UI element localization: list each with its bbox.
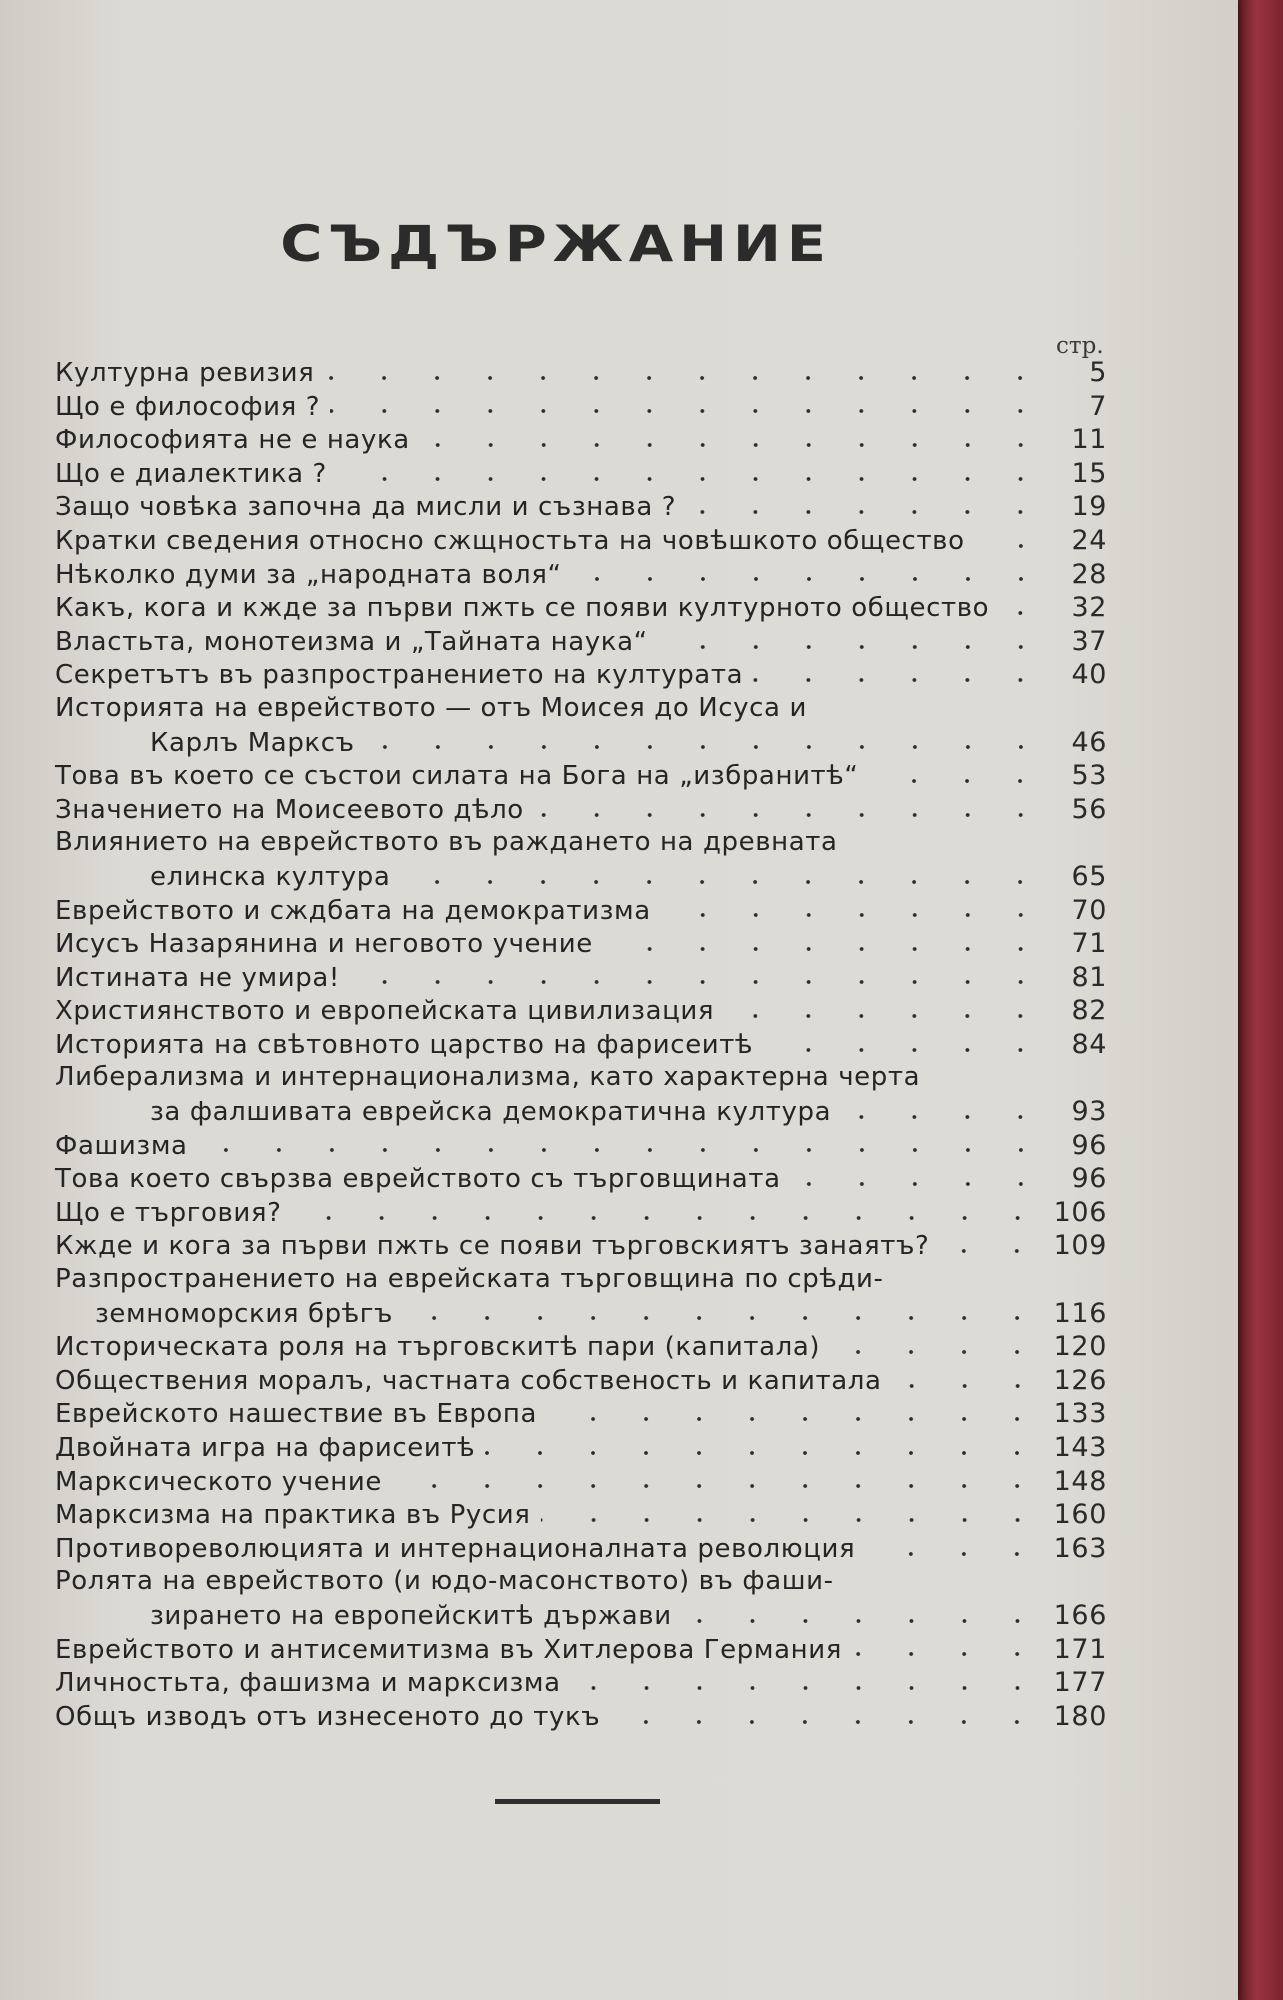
dot-leader: [400, 880, 1047, 884]
toc-entry-title: зирането на европейскитѣ държави: [150, 1600, 672, 1631]
toc-entry-title: земноморския брѣгъ: [95, 1298, 394, 1329]
toc-entry: [55, 1465, 1107, 1499]
toc-entry: [55, 591, 1107, 625]
toc-entry-title: Еврейството и сждбата на демократизма: [55, 895, 651, 926]
toc-page-number: 46: [1071, 726, 1107, 758]
toc-entry: [55, 1263, 1107, 1297]
dot-leader: [975, 544, 1047, 548]
toc-page-number: 96: [1071, 1163, 1107, 1195]
toc-entry-title: Кжде и кога за първи пжть се появи търговскиятъ занаятъ?: [55, 1231, 930, 1262]
toc-entry: [55, 558, 1107, 592]
toc-entry-title: елинска култура: [150, 861, 391, 892]
toc-page-number: 5: [1089, 357, 1107, 388]
toc-entry: [55, 860, 1107, 894]
toc-entry: [55, 1431, 1107, 1465]
toc-entry-title: Християнството и европейската цивилизация: [55, 996, 715, 1027]
toc-entry: [55, 1532, 1107, 1566]
toc-page-number: 166: [1053, 1599, 1107, 1631]
dot-leader: [610, 1720, 1043, 1724]
dot-leader: [392, 1484, 1044, 1488]
toc-entry-title: Карлъ Марксъ: [150, 727, 355, 758]
toc-page-number: 163: [1053, 1532, 1107, 1564]
toc-entry: [55, 490, 1107, 524]
toc-page-number: 143: [1053, 1432, 1107, 1463]
toc-page-number: 148: [1053, 1465, 1107, 1497]
toc-entry-title: Общъ изводъ отъ изнесеното до тукъ: [55, 1701, 601, 1732]
toc-page-number: 24: [1071, 524, 1107, 556]
toc-entry-title: Историческата роля на търговскитѣ пари (капитала): [55, 1332, 821, 1363]
toc-page-number: 120: [1053, 1331, 1107, 1363]
dot-leader: [365, 745, 1047, 749]
toc-entry-title: Историята на еврейството — отъ Моисея до Исуса и: [55, 692, 807, 723]
toc-page-number: 126: [1053, 1364, 1107, 1396]
page-column-label: стр.: [1056, 333, 1104, 359]
toc-entry: [55, 1162, 1107, 1196]
toc-page-number: 7: [1089, 390, 1107, 422]
toc-page-number: 32: [1071, 592, 1107, 624]
toc-entry: [55, 1061, 1107, 1095]
toc-page-number: 116: [1053, 1297, 1107, 1329]
dot-leader: [337, 477, 1047, 481]
toc-entry: [55, 1397, 1107, 1431]
dot-leader: [292, 1216, 1044, 1220]
toc-page-number: 84: [1071, 1028, 1107, 1060]
toc-entry-title: Що е философия ?: [55, 391, 321, 422]
end-rule: [495, 1799, 660, 1804]
toc-entry: [55, 793, 1107, 827]
toc-entry: [55, 826, 1107, 860]
dot-leader: [534, 813, 1047, 817]
toc-entry: [55, 726, 1107, 760]
toc-entry: [55, 961, 1107, 995]
toc-entry-title: Либерализма и интернационализма, като характерна черта: [55, 1062, 921, 1093]
toc-entry-title: Обществения моралъ, частната собственость и капитала: [55, 1365, 882, 1396]
toc-entry: [55, 927, 1107, 961]
toc-entry-title: Противореволюцията и интернационалната революция: [55, 1533, 856, 1564]
toc-entry: [55, 658, 1107, 692]
dot-leader: [865, 1552, 1043, 1556]
dot-leader: [403, 1316, 1044, 1320]
toc-page-number: 53: [1071, 760, 1107, 792]
dot-leader: [658, 645, 1047, 649]
toc-entry: [55, 1700, 1107, 1734]
toc-entry-title: Какъ, кога и кжде за първи пжть се появи културното общество: [55, 593, 990, 624]
toc-entry: [55, 524, 1107, 558]
dot-leader: [841, 1115, 1047, 1119]
dot-leader: [420, 443, 1047, 447]
dot-leader: [892, 1384, 1044, 1388]
toc-entry: [55, 1565, 1107, 1599]
toc-entry-title: Исусъ Назарянина и неговото учение: [55, 929, 593, 960]
toc-entry-title: Марксизма на практика въ Русия: [55, 1500, 531, 1531]
toc-page-number: 65: [1071, 860, 1107, 892]
dot-leader: [572, 577, 1047, 581]
toc-entry-title: Философията не е наука: [55, 425, 410, 456]
toc-entry: [55, 1498, 1107, 1532]
toc-page-number: 37: [1071, 625, 1107, 657]
toc-entry: [55, 894, 1107, 928]
toc-entry-title: Що е търговия?: [55, 1197, 282, 1228]
page-title: СЪДЪРЖАНИЕ: [280, 215, 832, 273]
dot-leader: [682, 1619, 1044, 1623]
toc-entry: [55, 423, 1107, 457]
toc-page-number: 15: [1071, 457, 1107, 489]
dot-leader: [330, 409, 1047, 413]
dot-leader: [791, 1182, 1047, 1186]
toc-entry: [55, 1599, 1107, 1633]
toc-entry-title: Историята на свѣтовното царство на фарисеитѣ: [55, 1029, 754, 1060]
dot-leader: [350, 980, 1047, 984]
dot-leader: [763, 1048, 1047, 1052]
toc-entry: [55, 994, 1107, 1028]
toc-entry: [55, 1330, 1107, 1364]
toc-page-number: 11: [1071, 424, 1107, 456]
toc-page-number: 81: [1071, 961, 1107, 993]
toc-entry: [55, 356, 1107, 390]
toc-entry-title: Властьта, монотеизма и „Тайната наука“: [55, 626, 648, 657]
toc-entry-title: Що е диалектика ?: [55, 458, 327, 489]
toc-entry-title: Фашизма: [55, 1130, 188, 1161]
toc-entry-title: Това въ което се състои силата на Бога на „избранитѣ“: [55, 761, 859, 792]
dot-leader: [852, 1652, 1044, 1656]
toc-page-number: 56: [1071, 793, 1107, 825]
toc-page-number: 106: [1053, 1196, 1107, 1228]
toc-page-number: 180: [1053, 1700, 1107, 1732]
book-cover-edge: [1238, 0, 1283, 2000]
toc-entry-title: Ролята на еврейството (и юдо-масонството) въ фаши-: [55, 1566, 834, 1597]
toc-entry-title: Истината не умира!: [55, 962, 340, 993]
toc-entry-title: Значението на Моисеевото дѣло: [55, 794, 524, 825]
toc-page-number: 71: [1071, 928, 1107, 960]
toc-entry: [55, 390, 1107, 424]
toc-entry-title: Двойната игра на фарисеитѣ: [55, 1433, 476, 1463]
toc-entry: [55, 625, 1107, 659]
toc-entry: [55, 1028, 1107, 1062]
dot-leader: [830, 1350, 1044, 1354]
toc-entry-title: Еврейското нашествие въ Европа: [55, 1399, 538, 1430]
toc-entry-title: Защо човѣка започна да мисли и съзнава ?: [55, 492, 677, 523]
toc-entry: [55, 1666, 1107, 1700]
toc-entry: [55, 1129, 1107, 1163]
toc-page-number: 82: [1071, 995, 1107, 1027]
toc-entry-title: Това което свързва еврейството съ търговщината: [55, 1164, 781, 1195]
dot-leader: [324, 376, 1047, 380]
toc-entry-title: Секретътъ въ разпространението на културата: [55, 660, 744, 691]
dot-leader: [939, 1249, 1043, 1253]
toc-page-number: 70: [1071, 894, 1107, 926]
dot-leader: [686, 510, 1047, 514]
toc-page-number: 28: [1071, 558, 1107, 590]
toc-entry-title: Нѣколко думи за „народната воля“: [55, 559, 562, 590]
toc-page-number: 177: [1053, 1667, 1107, 1699]
dot-leader: [571, 1686, 1044, 1690]
dot-leader: [753, 678, 1047, 682]
toc-page-number: 133: [1053, 1398, 1107, 1430]
dot-leader: [999, 611, 1047, 615]
toc-entry: [55, 1297, 1107, 1331]
toc-entry-title: Културна ревизия: [55, 358, 315, 388]
dot-leader: [724, 1014, 1047, 1018]
toc-page-number: 40: [1071, 659, 1107, 691]
toc-entry-title: Влиянието на еврейството въ раждането на древната: [55, 827, 838, 858]
toc-entry: [55, 1196, 1107, 1230]
toc-entry-title: за фалшивата еврейска демократична култура: [150, 1097, 832, 1128]
dot-leader: [198, 1148, 1047, 1152]
toc-page-number: 160: [1053, 1499, 1107, 1531]
toc-entry-title: Личностьта, фашизма и марксизма: [55, 1668, 561, 1699]
toc-page-number: 19: [1071, 491, 1107, 523]
toc-entry: [55, 1364, 1107, 1398]
toc-entry: [55, 692, 1107, 726]
toc-page-number: 96: [1071, 1129, 1107, 1161]
toc-entry: [55, 759, 1107, 793]
dot-leader: [603, 947, 1047, 951]
toc-entry: [55, 457, 1107, 491]
toc-entry: [55, 1095, 1107, 1129]
dot-leader: [547, 1417, 1044, 1421]
toc-entry: [55, 1229, 1107, 1263]
toc-page-number: 171: [1053, 1633, 1107, 1665]
toc-entry-title: Кратки сведения относно сжщностьта на човѣшкото общество: [55, 525, 965, 556]
toc-entry-title: Марксическото учение: [55, 1466, 382, 1497]
dot-leader: [661, 913, 1047, 917]
dot-leader: [868, 779, 1047, 783]
toc-entry-title: Еврейството и антисемитизма въ Хитлерова Германия: [55, 1634, 842, 1665]
toc-entry: [55, 1633, 1107, 1667]
toc-entry-title: Разпространението на еврейската търговщина по срѣди-: [55, 1264, 884, 1295]
table-of-contents: [55, 356, 1107, 1733]
toc-page-number: 93: [1071, 1096, 1107, 1128]
toc-page-number: 109: [1053, 1230, 1107, 1262]
dot-leader: [485, 1451, 1044, 1455]
dot-leader: [541, 1518, 1044, 1522]
